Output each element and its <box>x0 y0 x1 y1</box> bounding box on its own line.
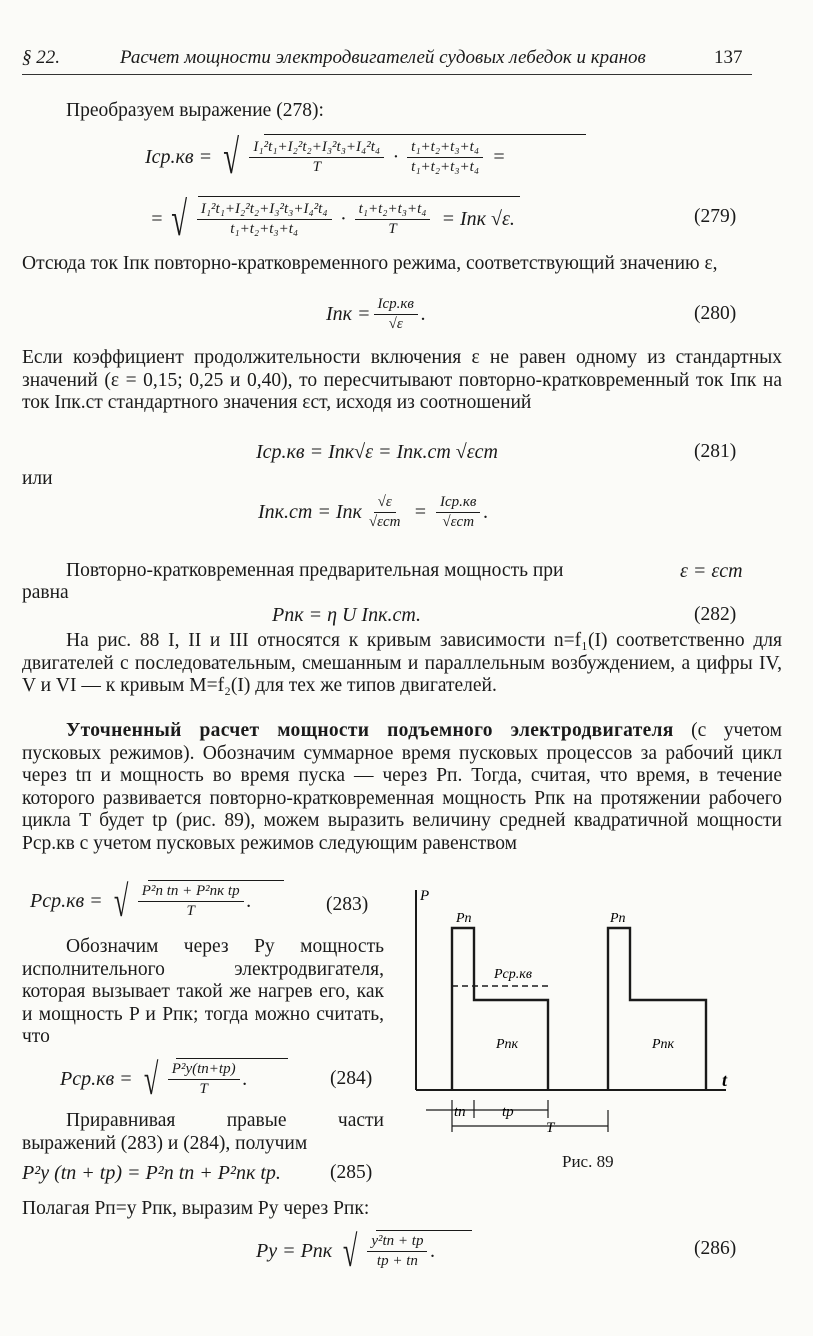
eq286-tail: . <box>430 1240 436 1262</box>
sqrt-symbol: √ <box>143 1055 158 1104</box>
eq282-number: (282) <box>694 604 737 625</box>
eq285-number: (285) <box>330 1162 373 1183</box>
label-ppk-1: Pпк <box>496 1037 519 1052</box>
para-280: Отсюда ток Iпк повторно-кратковременного режима, соответствующий значению ε, <box>22 253 718 274</box>
eq279-sqrt-bar-1 <box>264 134 586 135</box>
eq282: Pпк = η U Iпк.ст. <box>272 604 422 626</box>
eq284-frac: $\frac{\text{P²у(tп+tр)}}{T}$ <box>168 1061 240 1098</box>
eq279-lhs: Iср.кв = <box>145 146 213 168</box>
eq283-frac: $\frac{\text{P²п tп + P²пк tр}}{T}$ <box>138 883 244 920</box>
para-284: Обозначим через Pу мощность исполнительного электродвигателя, которая вызывает такой же нагрев его, как и мощность P и Pпк; тогда можно считать, что <box>22 936 384 1048</box>
figure-89 <box>396 870 792 1160</box>
para-281: Если коэффициент продолжительности включения ε не равен одному из стандартных значений (ε = 0,15; 0,25 и 0,40), то пересчитывают повторно-кратковременный ток Iпк на ток Iпк.ст стандартного значения εст, исходя из соотношений <box>22 347 782 414</box>
eq280-tail: . <box>420 303 426 325</box>
para-285: Приравнивая правые части выражений (283) и (284), получим <box>22 1110 384 1154</box>
eq280-number: (280) <box>694 303 737 324</box>
eq281b-tail: . <box>483 501 489 523</box>
header-page-number: 137 <box>714 47 743 68</box>
eq285: P²у (tп + tр) = P²п tп + P²пк tр. <box>22 1162 281 1184</box>
eq286-lhs: Pу = Pпк <box>256 1240 333 1262</box>
eq279-rhs: = Iпк √ε. <box>441 208 515 230</box>
para-refined <box>22 720 782 856</box>
dim-tr: tр <box>502 1104 514 1120</box>
eq279-eq-sign: = <box>492 146 506 168</box>
eq280-lhs: Iпк = <box>326 303 371 325</box>
eq279-frac2: $\frac{\text{t₁+t₂+t₃+t₄}}{\text{t₁+t₂+t₃+t₄}}$ <box>407 139 483 176</box>
eq279-frac3: $\frac{\text{I₁²t₁+I₂²t₂+I₃²t₃+I₄²t₄}}{\text{t₁+t₂+t₃+t₄}}$ <box>197 201 332 238</box>
eq279-frac1: $\frac{\text{I₁²t₁+I₂²t₂+I₃²t₃+I₄²t₄}}{T}$ <box>249 139 384 176</box>
para-88: На рис. 88 I, II и III относятся к кривым зависимости n=f₁(I) соответственно для двигателей с последовательным, смешанным и параллельным возбуждением, а цифры IV, V и VI — к кривым M=f₂(I) для тех же типов двигателей. <box>22 630 782 697</box>
eq279-line2 <box>150 192 515 247</box>
dim-T: T <box>546 1120 555 1136</box>
eq279-line1 <box>145 130 506 185</box>
eq281-number: (281) <box>694 441 737 462</box>
eq281b-frac1: $\frac{√\varepsilon}{\text{√εст}}$ <box>368 494 401 530</box>
dim-tp: tп <box>454 1104 466 1120</box>
label-ppk-2: Pпк <box>652 1037 675 1052</box>
sqrt-symbol: √ <box>113 877 128 926</box>
pulse-1 <box>452 928 548 1090</box>
para-refined-heading: Уточненный расчет мощности подъемного электродвигателя <box>66 720 674 741</box>
x-axis-label: t <box>722 1070 728 1090</box>
sqrt-symbol: √ <box>223 131 240 184</box>
eq279-sqrt-bar-2 <box>198 196 520 197</box>
eq286-frac: $\frac{\text{y²tп + tр}}{tр + tп}$ <box>367 1233 427 1270</box>
para-282-a: Повторно-кратковременная предварительная мощность при <box>66 560 564 581</box>
eq279-line2-lead: = <box>150 208 164 230</box>
eq284-tail: . <box>242 1068 248 1090</box>
eq279-dot: · <box>393 146 399 168</box>
eq283 <box>30 876 252 927</box>
eq280-frac: $\frac{\text{Iср.кв}}{√\varepsilon}$ <box>374 296 418 333</box>
sqrt-symbol: √ <box>343 1227 358 1276</box>
y-axis-label: P <box>420 888 430 904</box>
eq286-number: (286) <box>694 1238 737 1259</box>
label-pp-2: Pп <box>610 911 626 926</box>
eq281b <box>258 494 488 531</box>
eq283-number: (283) <box>326 894 369 915</box>
eq286-sqrt-bar <box>376 1230 472 1231</box>
eq284-number: (284) <box>330 1068 373 1089</box>
para-286: Полагая Pп=y Pпк, выразим Pу через Pпк: <box>22 1198 370 1219</box>
eq283-sqrt-bar <box>148 880 284 881</box>
eq279-frac4: $\frac{\text{t₁+t₂+t₃+t₄}}{T}$ <box>355 201 431 238</box>
eq279-dot2: · <box>340 208 346 230</box>
eq281b-mid: = <box>413 501 427 523</box>
para-282-b: равна <box>22 582 69 603</box>
eq283-tail: . <box>246 890 252 912</box>
sqrt-symbol: √ <box>170 193 187 246</box>
eq281b-lhs: Iпк.ст = Iпк <box>258 501 362 523</box>
eq279-number: (279) <box>694 206 737 227</box>
header-section: § 22. <box>22 47 60 68</box>
eq280 <box>326 296 426 333</box>
header-rule <box>22 74 752 75</box>
para-refined-rest: (с учетом пусковых режимов). Обозначим суммарное время пусковых процессов за рабочий цикл через tп и мощность во время пуска — через Pп. Тогда, считая, что время, в течение которого развивается повторно-кратковременная мощность Pпк на протяжении рабочего цикла T будет tр (рис. 89), можем выразить величину средней квадратичной мощности Pср.кв с учетом пусковых режимов следующим равенством <box>22 720 782 854</box>
eq283-lhs: Pср.кв = <box>30 890 103 912</box>
eq284-sqrt-bar <box>176 1058 288 1059</box>
eq286 <box>256 1226 435 1277</box>
figure-caption: Рис. 89 <box>562 1152 614 1171</box>
eq284-lhs: Pср.кв = <box>60 1068 133 1090</box>
header-title: Расчет мощности электродвигателей судовых лебедок и кранов <box>120 47 646 68</box>
eq281: Iср.кв = Iпк√ε = Iпк.ст √εст <box>256 441 498 463</box>
label-pp-1: Pп <box>456 911 472 926</box>
para-282-cond: ε = εст <box>680 560 743 582</box>
intro-text: Преобразуем выражение (278): <box>66 100 324 121</box>
eq281b-frac2: $\frac{\text{Iср.кв}}{\text{√εст}}$ <box>436 494 480 531</box>
label-psrkv: Pср.кв <box>494 967 532 982</box>
eq284 <box>60 1054 248 1105</box>
or-word: или <box>22 468 53 489</box>
pulse-2 <box>608 928 706 1090</box>
